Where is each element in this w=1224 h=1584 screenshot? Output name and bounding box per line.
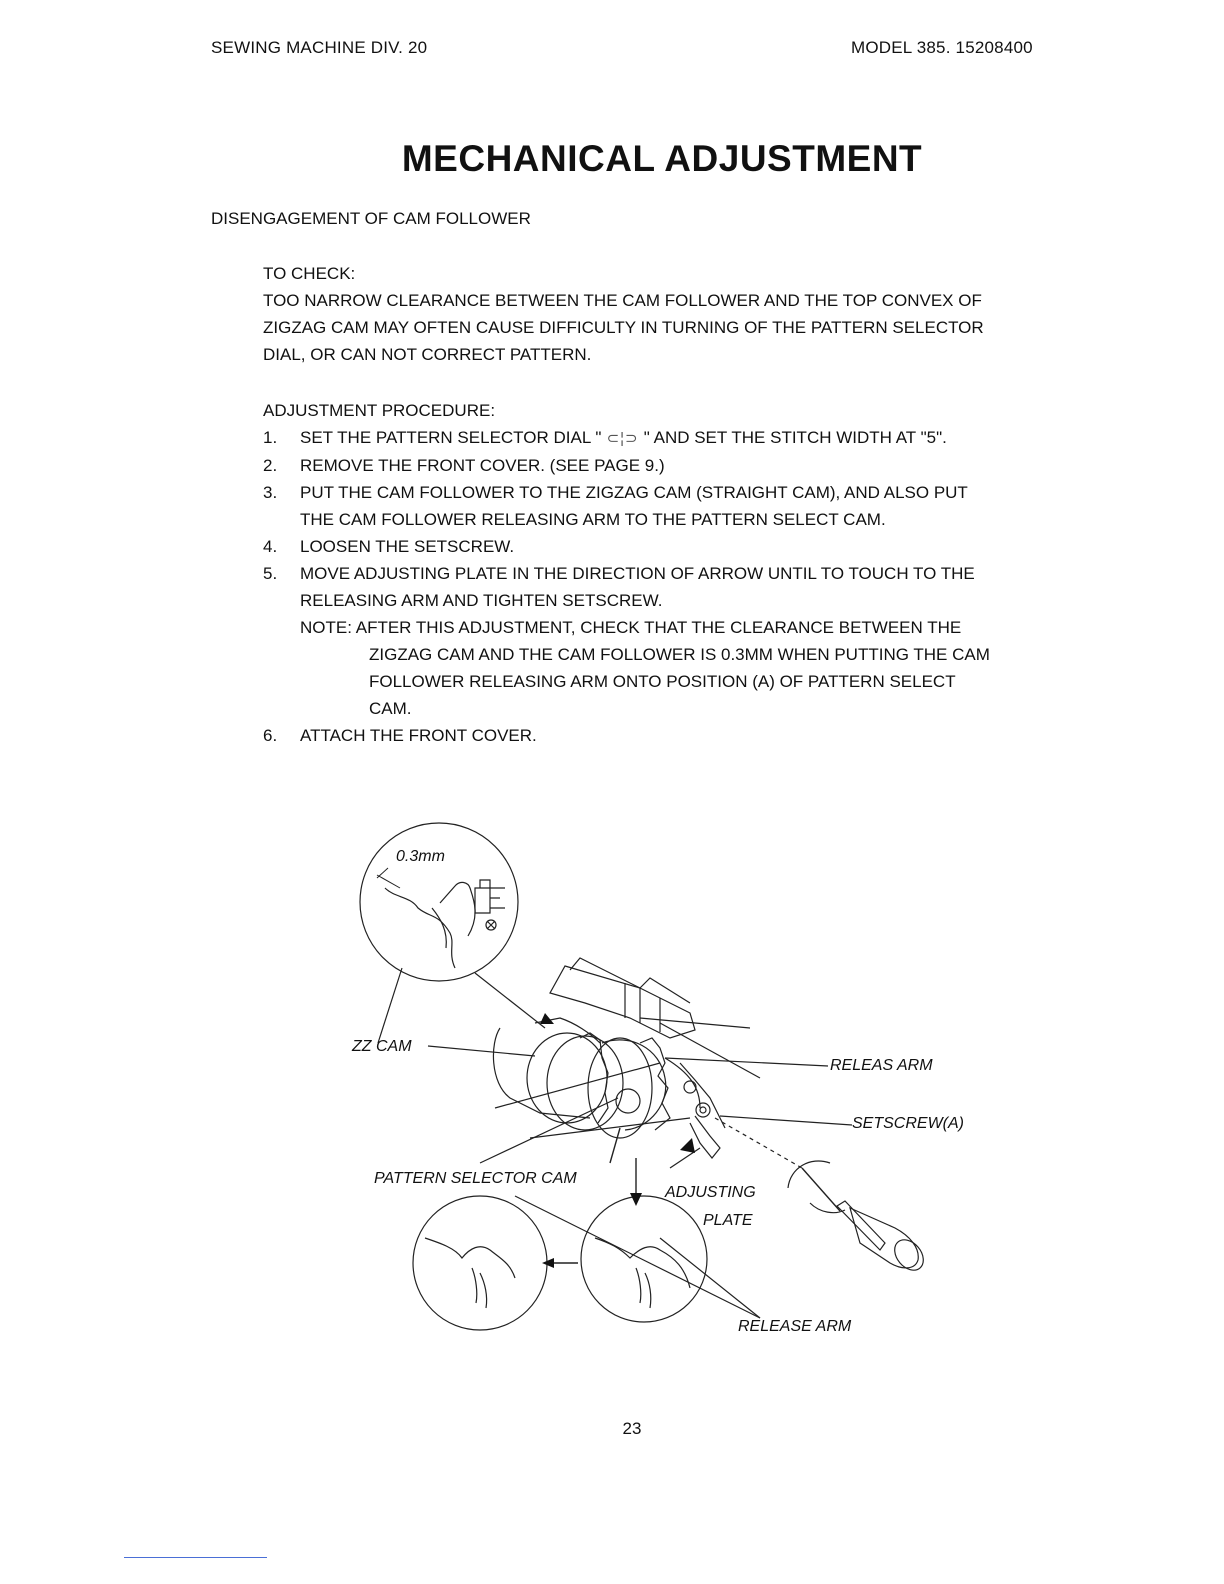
note-text: NOTE: AFTER THIS ADJUSTMENT, CHECK THAT THE CLEARANCE BETWEEN THE: [300, 618, 962, 637]
step-text: [300, 424, 1083, 452]
cam-follower-diagram: [340, 818, 980, 1348]
procedure-block: [263, 397, 1083, 749]
check-line: DIAL, OR CAN NOT CORRECT PATTERN.: [263, 345, 592, 364]
page-number: 23: [622, 1419, 642, 1438]
procedure-step-2: [263, 452, 1083, 479]
check-line: ZIGZAG CAM MAY OFTEN CAUSE DIFFICULTY IN TURNING OF THE PATTERN SELECTOR: [263, 318, 984, 337]
setscrew-label: SETSCREW(A): [852, 1115, 964, 1132]
step-text: MOVE ADJUSTING PLATE IN THE DIRECTION OF ARROW UNTIL TO TOUCH TO THE: [300, 564, 975, 583]
procedure-step-1: [263, 424, 1083, 452]
step-text: REMOVE THE FRONT COVER. (SEE PAGE 9.): [300, 456, 665, 475]
pattern-dial-icon: ⊂¦⊃: [601, 430, 644, 447]
note-line: CAM.: [369, 699, 412, 718]
procedure-heading: ADJUSTMENT PROCEDURE:: [263, 401, 496, 420]
header-right: MODEL 385. 15208400: [851, 38, 1033, 57]
step-number: 3.: [263, 483, 278, 502]
section-title: DISENGAGEMENT OF CAM FOLLOWER: [211, 209, 531, 228]
step-continuation: THE CAM FOLLOWER RELEASING ARM TO THE PATTERN SELECT CAM.: [300, 510, 886, 529]
zz-cam-label: ZZ CAM: [352, 1038, 412, 1055]
step-text: PUT THE CAM FOLLOWER TO THE ZIGZAG CAM (STRAIGHT CAM), AND ALSO PUT: [300, 483, 968, 502]
clearance-detail-circle: [360, 823, 518, 981]
step-number: 4.: [263, 537, 278, 556]
check-heading: TO CHECK:: [263, 264, 356, 283]
check-block: [263, 260, 1073, 368]
step-text: LOOSEN THE SETSCREW.: [300, 537, 515, 556]
detail-circle-left: [413, 1196, 547, 1330]
step-text-after: " AND SET THE STITCH WIDTH AT "5".: [643, 428, 947, 447]
step-text: ATTACH THE FRONT COVER.: [300, 726, 537, 745]
release-arm-label: RELEASE ARM: [738, 1318, 852, 1335]
plate-label: PLATE: [703, 1212, 753, 1229]
header-left: SEWING MACHINE DIV. 20: [211, 38, 428, 57]
step-continuation: RELEASING ARM AND TIGHTEN SETSCREW.: [300, 591, 663, 610]
note-line: FOLLOWER RELEASING ARM ONTO POSITION (A) OF PATTERN SELECT: [369, 672, 956, 691]
step-text-before: SET THE PATTERN SELECTOR DIAL ": [300, 428, 602, 447]
procedure-step-6: [263, 722, 1083, 749]
detail-circle-right: [581, 1196, 707, 1322]
pattern-selector-cam-label: PATTERN SELECTOR CAM: [374, 1170, 577, 1187]
releas-arm-label: RELEAS ARM: [830, 1057, 933, 1074]
diagram-illustration: [340, 818, 980, 1348]
footer-link-underline: [124, 1557, 267, 1558]
check-line: TOO NARROW CLEARANCE BETWEEN THE CAM FOLLOWER AND THE TOP CONVEX OF: [263, 291, 982, 310]
step-number: 6.: [263, 726, 278, 745]
procedure-step-3: [263, 479, 1083, 506]
step-number: 2.: [263, 456, 278, 475]
clearance-label: 0.3mm: [396, 848, 445, 865]
procedure-step-4: [263, 533, 1083, 560]
adjusting-label: ADJUSTING: [665, 1184, 756, 1201]
note-line: ZIGZAG CAM AND THE CAM FOLLOWER IS 0.3MM WHEN PUTTING THE CAM: [369, 645, 990, 664]
procedure-step-5: [263, 560, 1083, 587]
step-number: 5.: [263, 564, 278, 583]
page-title: MECHANICAL ADJUSTMENT: [401, 138, 923, 179]
step-number: 1.: [263, 428, 278, 447]
